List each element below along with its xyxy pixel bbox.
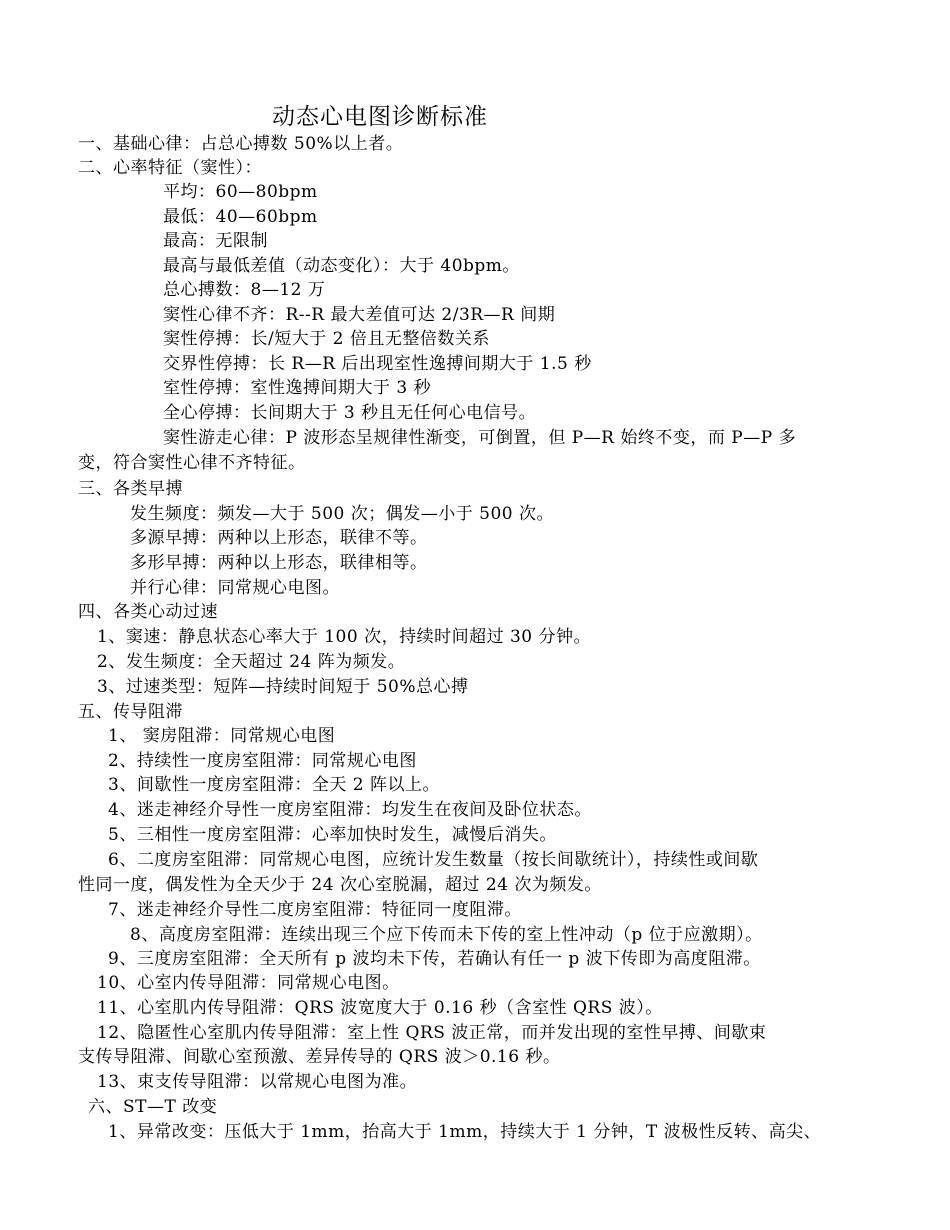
text-line: 四、各类心动过速 [78,602,218,622]
text-line: 最高：无限制 [163,231,268,251]
text-line: 窦性心律不齐：R--R 最大差值可达 2/3R—R 间期 [163,305,556,325]
text-line: 12、隐匿性心室肌内传导阻滞：室上性 QRS 波正常，而并发出现的室性早搏、间歇束 [97,1023,767,1043]
text-line: 全心停搏：长间期大于 3 秒且无任何心电信号。 [163,403,537,423]
text-line: 6、二度房室阻滞：同常规心电图，应统计发生数量（按长间歇统计），持续性或间歇 [108,850,759,870]
text-line: 2、持续性一度房室阻滞：同常规心电图 [108,751,417,771]
document-title: 动态心电图诊断标准 [272,104,488,130]
text-line: 多源早搏：两种以上形态，联律不等。 [130,528,428,548]
text-line: 最低：40—60bpm [163,207,318,227]
text-line: 发生频度：频发—大于 500 次；偶发—小于 500 次。 [130,504,555,524]
text-line: 并行心律：同常规心电图。 [130,578,340,598]
text-line: 变，符合窦性心律不齐特征。 [78,453,306,473]
text-line: 9、三度房室阻滞：全天所有 p 波均未下传，若确认有任一 p 波下传即为高度阻滞。 [108,949,761,969]
text-line: 总心搏数：8—12 万 [163,280,326,300]
text-line: 2、发生频度：全天超过 24 阵为频发。 [97,652,406,672]
text-line: 3、间歇性一度房室阻滞：全天 2 阵以上。 [108,775,440,795]
text-line: 3、过速类型：短阵—持续时间短于 50%总心搏 [97,677,469,697]
text-line: 11、心室肌内传导阻滞：QRS 波宽度大于 0.16 秒（含室性 QRS 波）。 [97,998,663,1018]
text-line: 13、束支传导阻滞：以常规心电图为准。 [97,1072,418,1092]
text-line: 二、心率特征（窦性）： [78,158,262,178]
text-line: 六、ST—T 改变 [88,1097,218,1117]
text-line: 一、基础心律：占总心搏数 50%以上者。 [78,134,404,154]
text-line: 支传导阻滞、间歇心室预激、差异传导的 QRS 波＞0.16 秒。 [78,1047,561,1067]
text-line: 三、各类早搏 [78,479,183,499]
text-line: 1、 窦房阻滞：同常规心电图 [108,726,336,746]
text-line: 最高与最低差值（动态变化）：大于 40bpm。 [163,256,520,276]
text-line: 1、窦速：静息状态心率大于 100 次，持续时间超过 30 分钟。 [97,627,592,647]
text-line: 8、高度房室阻滞：连续出现三个应下传而未下传的室上性冲动（p 位于应激期）。 [130,925,763,945]
text-line: 4、迷走神经介导性一度房室阻滞：均发生在夜间及卧位状态。 [108,800,592,820]
text-line: 10、心室内传导阻滞：同常规心电图。 [97,973,400,993]
text-line: 性同一度，偶发性为全天少于 24 次心室脱漏，超过 24 次为频发。 [78,875,602,895]
text-line: 平均：60—80bpm [163,182,318,202]
text-line: 窦性停搏：长/短大于 2 倍且无整倍数关系 [163,329,490,349]
text-line: 交界性停搏：长 R—R 后出现室性逸搏间期大于 1.5 秒 [163,354,592,374]
text-line: 窦性游走心律：P 波形态呈规律性渐变，可倒置，但 P—R 始终不变，而 P—P 多 [163,428,797,448]
text-line: 7、迷走神经介导性二度房室阻滞：特征同一度阻滞。 [108,900,522,920]
text-line: 1、异常改变：压低大于 1mm，抬高大于 1mm，持续大于 1 分钟，T 波极性反转、高尖、 [108,1122,822,1142]
text-line: 多形早搏：两种以上形态，联律相等。 [130,553,428,573]
text-line: 室性停搏：室性逸搏间期大于 3 秒 [163,378,432,398]
text-line: 五、传导阻滞 [78,702,183,722]
text-line: 5、三相性一度房室阻滞：心率加快时发生，减慢后消失。 [108,825,557,845]
